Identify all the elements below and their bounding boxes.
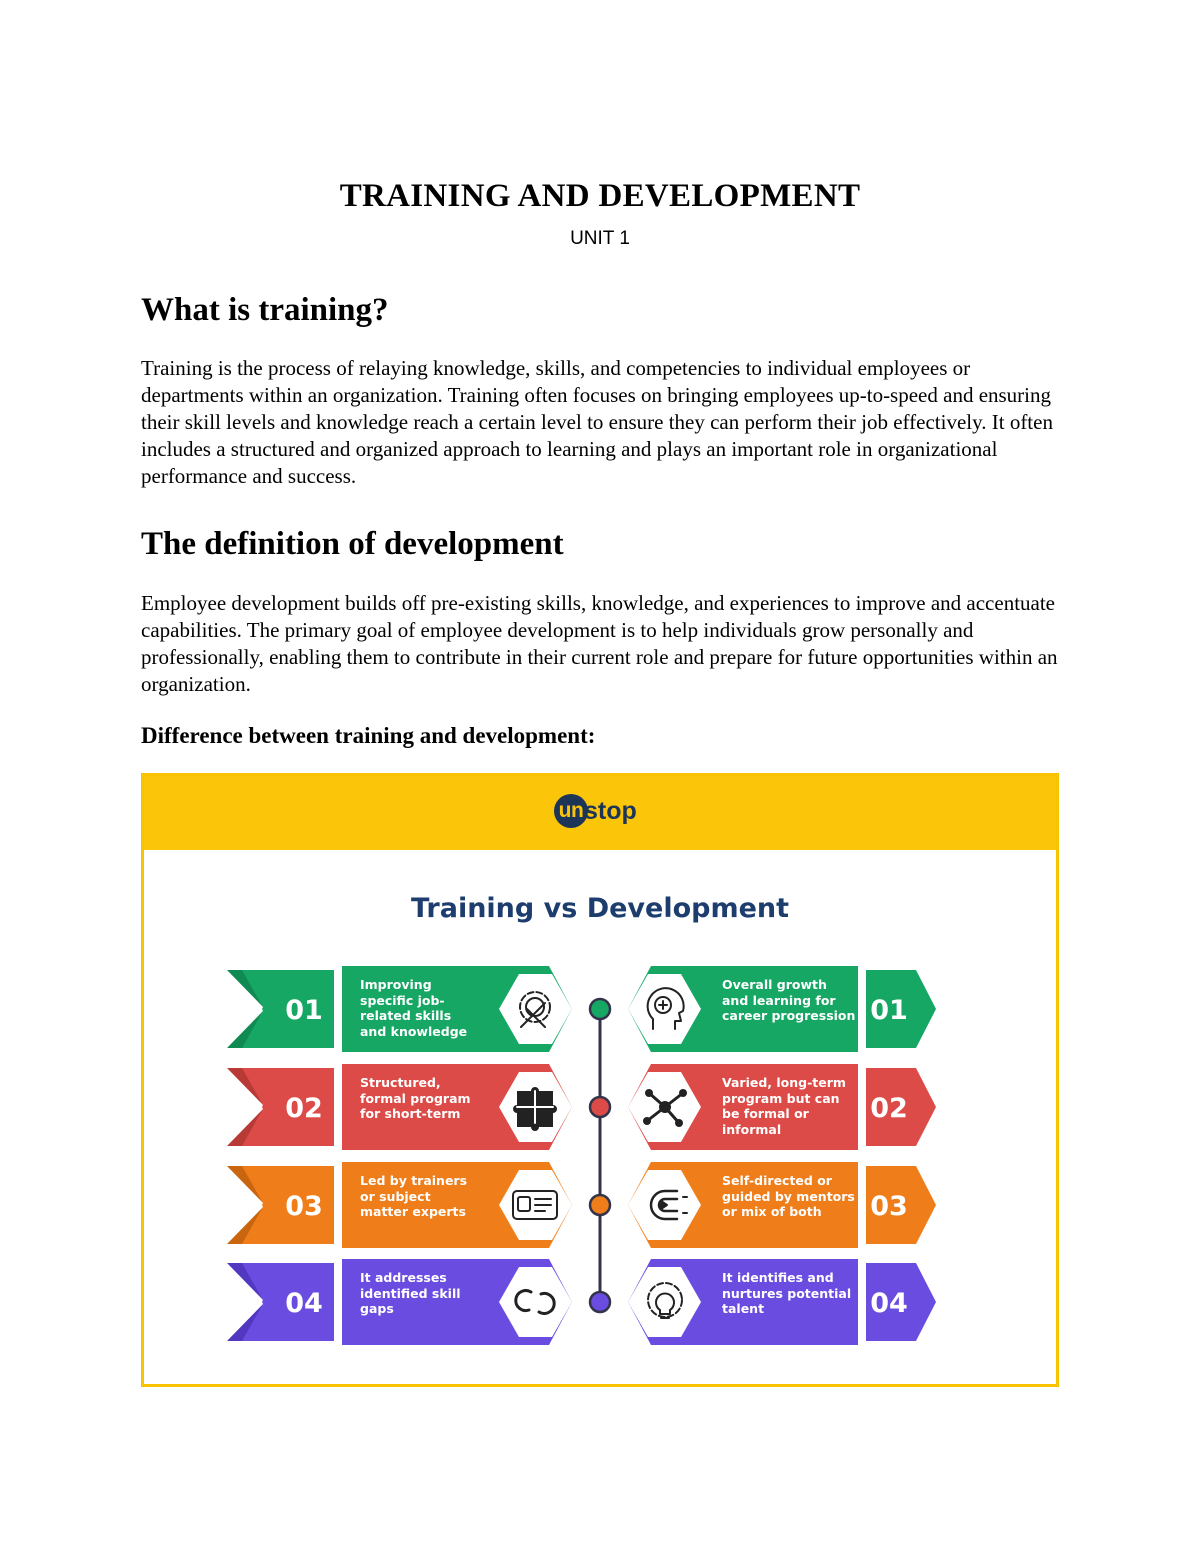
development-paragraph: Employee development builds off pre-existing skills, knowledge, and experiences to improve and accentuate capabilities. The primary goal of employee development is to help individuals grow personally and professionally, enabling them to contribute in their current role and prepare for future opportunities within an organization.: [141, 591, 1058, 696]
training-divider: [334, 1162, 342, 1248]
infographic-title: Training vs Development: [410, 893, 790, 924]
network-node: [643, 1117, 651, 1125]
timeline-dot: [590, 1097, 610, 1117]
development-divider: [858, 966, 866, 1052]
training-vs-development-infographic: [141, 773, 1059, 1387]
development-label: It identifies and nurtures potential talent: [722, 1270, 852, 1316]
logo-circle: un: [554, 794, 588, 828]
development-number: 03: [870, 1191, 908, 1222]
training-label: It addresses identified skill gaps: [360, 1270, 461, 1316]
training-paragraph: Training is the process of relaying knowledge, skills, and competencies to individual employees or departments within an organization. Training often focuses on bringing employees up-to-speed and ensuring their skill levels and knowledge reach a certain level to ensure they can perform their job effectively. It often includes a structured and organized approach to learning and plays an important role in organizational performance and success.: [141, 356, 1053, 488]
development-number: 04: [870, 1288, 908, 1319]
development-divider: [858, 1259, 866, 1345]
training-divider: [334, 1259, 342, 1345]
network-node: [675, 1119, 683, 1127]
development-label: Overall growth and learning for career progression: [722, 977, 856, 1023]
training-number: 04: [285, 1288, 323, 1319]
development-number: 02: [870, 1093, 908, 1124]
network-node: [679, 1089, 687, 1097]
training-number: 01: [285, 995, 323, 1026]
document-subtitle: UNIT 1: [570, 228, 630, 249]
development-label: Varied, long-term program but can be formal or informal: [722, 1075, 846, 1137]
development-heading: The definition of development: [141, 526, 564, 562]
training-label: Structured, formal program for short-term: [360, 1075, 471, 1121]
document-title: TRAINING AND DEVELOPMENT: [339, 178, 861, 214]
development-label: Self-directed or guided by mentors or mix of both: [722, 1173, 855, 1219]
training-label: Improving specific job-related skills and knowledge: [360, 977, 468, 1039]
comparison-diagram: [144, 776, 1056, 1384]
training-divider: [334, 966, 342, 1052]
development-number: 01: [870, 995, 908, 1026]
logo-text: stop: [584, 796, 637, 825]
timeline-dot: [590, 1195, 610, 1215]
training-heading: What is training?: [141, 292, 389, 328]
development-divider: [858, 1064, 866, 1150]
training-label: Led by trainers or subject matter experts: [360, 1173, 468, 1219]
training-number: 03: [285, 1191, 323, 1222]
training-number: 02: [285, 1093, 323, 1124]
network-node: [645, 1089, 653, 1097]
timeline-dot: [590, 999, 610, 1019]
timeline-dot: [590, 1292, 610, 1312]
network-node: [659, 1101, 671, 1113]
training-divider: [334, 1064, 342, 1150]
difference-heading: Difference between training and development:: [141, 723, 596, 748]
development-divider: [858, 1162, 866, 1248]
